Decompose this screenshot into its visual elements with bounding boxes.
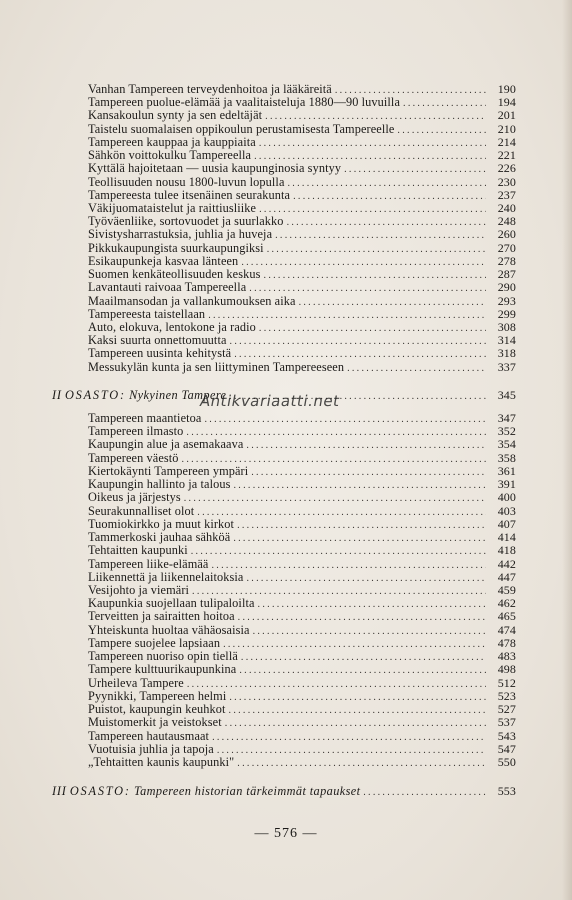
toc-entry-title: Tampereen maantietoa	[88, 411, 202, 425]
part-2-page: 345	[497, 388, 516, 402]
toc-entry-page: 318	[497, 346, 516, 361]
toc-entry-title: Taistelu suomalaisen oppikoulun perustamisesta Tampereelle	[88, 121, 395, 136]
part-2-roman: II	[52, 388, 62, 402]
toc-entry-page: 418	[497, 543, 516, 558]
toc-entry-title: Tammerkoski jauhaa sähköä	[88, 530, 231, 545]
toc-entry-title: Tampereen nuoriso opin tiellä	[88, 649, 238, 664]
toc-entry-page: 414	[497, 530, 516, 545]
toc-entry-page: 512	[497, 675, 516, 690]
toc-entry-page: 403	[497, 503, 516, 518]
toc-entry-page: 400	[497, 490, 516, 505]
toc-entry-title: Kiertokäynti Tampereen ympäri	[88, 463, 249, 478]
toc-entry-title: Tampereen kauppaa ja kauppiaita	[88, 134, 256, 149]
toc-entry-page: 237	[497, 187, 516, 202]
toc-entry-page: 287	[497, 267, 516, 282]
toc-entry-page: 537	[497, 715, 516, 730]
toc-entry-title: Tampereen hautausmaat	[88, 728, 210, 743]
part-3-roman: III	[52, 784, 67, 798]
toc-entry-page: 547	[497, 741, 516, 756]
toc-entry-title: Kaupunkia suojellaan tulipaloilta	[88, 596, 255, 611]
part-3-title: Tampereen historian tärkeimmät tapaukset	[133, 784, 361, 798]
toc-entry-page: 214	[497, 134, 516, 149]
toc-entry-title: Yhteiskunta huoltaa vähäosaisia	[88, 622, 250, 637]
toc-entry-title: Muistomerkit ja veistokset	[88, 715, 222, 730]
toc-entry-title: Puistot, kaupungin keuhkot	[88, 702, 226, 717]
part-3-page: 553	[497, 784, 516, 798]
toc-entry-title: Kaupungin alue ja asemakaava	[88, 437, 244, 452]
toc-entry-page: 474	[497, 622, 516, 637]
dot-leader	[237, 757, 486, 771]
dot-leader	[363, 786, 486, 800]
toc-entry-title: Tampereen väestö	[88, 450, 179, 465]
toc-entry-title: Vanhan Tampereen terveydenhoitoa ja lääkäreitä	[88, 82, 332, 96]
toc-entry-title: Suomen kenkäteollisuuden keskus	[88, 267, 261, 282]
toc-entry-page: 498	[497, 662, 516, 677]
toc-entry-title: Teollisuuden nousu 1800-luvun lopulla	[88, 174, 285, 189]
toc-entry-title: Väkijuomataistelut ja raittiusliike	[88, 200, 257, 215]
page-number: — 576 —	[254, 826, 318, 841]
toc-entry	[88, 360, 516, 376]
toc-entry-page: 226	[497, 161, 516, 176]
toc-entry-page: 210	[497, 121, 516, 136]
toc-entry-title: Maailmansodan ja vallankumouksen aika	[88, 293, 296, 308]
toc-entry-page: 527	[497, 702, 516, 717]
toc-entry-title: Tampereen liike-elämää	[88, 556, 209, 571]
part-2-label: OSASTO:	[64, 388, 126, 402]
part-3-heading	[52, 784, 516, 800]
toc-entry-title: Auto, elokuva, lentokone ja radio	[88, 319, 256, 334]
toc-entry-page: 293	[497, 293, 516, 308]
toc-entry-title: Tehtaitten kaupunki	[88, 543, 188, 558]
toc-entry-title: Tampere kulttuurikaupunkina	[88, 662, 237, 677]
toc-entry-page: 314	[497, 333, 516, 348]
toc-entry-page: 465	[497, 609, 516, 624]
toc-entry-page: 240	[497, 200, 516, 215]
toc-entry-title: Tuomiokirkko ja muut kirkot	[88, 516, 235, 531]
toc-entry-page: 190	[497, 82, 516, 96]
toc-entry-title: Pikkukaupungista suurkaupungiksi	[88, 240, 264, 255]
toc-entry-title: Lavantauti raivoaa Tampereella	[88, 280, 247, 295]
toc-entry-page: 352	[497, 424, 516, 439]
toc-entry-title: Sivistysharrastuksia, juhlia ja huveja	[88, 227, 273, 242]
toc-entry-title: Vesijohto ja viemäri	[88, 582, 190, 597]
toc-entry-page: 221	[497, 148, 516, 163]
toc-entry-title: Terveitten ja sairaitten hoitoa	[88, 609, 235, 624]
toc-entry-page: 478	[497, 635, 516, 650]
toc-entry-title: Kansakoulun synty ja sen edeltäjät	[88, 108, 263, 123]
toc-entry-title: Kaksi suurta onnettomuutta	[88, 333, 227, 348]
toc-entry	[88, 755, 516, 771]
toc-entry-page: 248	[497, 214, 516, 229]
toc-entry-title: Vuotuisia juhlia ja tapoja	[88, 741, 214, 756]
toc-entry-title: Messukylän kunta ja sen liittyminen Tampereeseen	[88, 359, 345, 374]
toc-entry-title: Tampereen puolue-elämää ja vaalitaisteluja 1880—90 luvuilla	[88, 95, 401, 110]
toc-entry-title: Tampereen uusinta kehitystä	[88, 346, 232, 361]
part-2-title: Nykyinen Tampere	[129, 388, 227, 402]
toc-entry-page: 459	[497, 582, 516, 597]
toc-entry-page: 230	[497, 174, 516, 189]
toc-entry-page: 391	[497, 477, 516, 492]
toc-entry-page: 442	[497, 556, 516, 571]
toc-entry-page: 260	[497, 227, 516, 242]
watermark-text: Antikvariaatti.net	[198, 392, 342, 410]
toc-entry-title: Tampereesta taistellaan	[88, 306, 206, 321]
toc-entry-page: 543	[497, 728, 516, 743]
toc-entry-page: 347	[497, 411, 516, 425]
toc-entry-page: 290	[497, 280, 516, 295]
toc-entry-page: 447	[497, 569, 516, 584]
page-edge-shadow	[562, 0, 572, 900]
toc-entry-title: Tampere suojelee lapsiaan	[88, 635, 221, 650]
toc-entry-page: 361	[497, 463, 516, 478]
toc-entry-title: Kaupungin hallinto ja talous	[88, 477, 231, 492]
toc-entry-page: 483	[497, 649, 516, 664]
toc-entry-page: 308	[497, 319, 516, 334]
toc-entry-title: Tampereen ilmasto	[88, 424, 184, 439]
toc-entry-page: 194	[497, 95, 516, 110]
toc-entry-title: Tampereesta tulee itsenäinen seurakunta	[88, 187, 291, 202]
toc-entry-page: 462	[497, 596, 516, 611]
dot-leader	[347, 362, 486, 376]
toc-entry-title: Sähkön voittokulku Tampereella	[88, 148, 252, 163]
toc-entry-page: 523	[497, 688, 516, 703]
toc-entry-title: Liikennettä ja liikennelaitoksia	[88, 569, 244, 584]
toc-entry-page: 550	[497, 754, 516, 769]
toc-entry-title: Esikaupunkeja kasvaa länteen	[88, 253, 239, 268]
toc-entry-page: 201	[497, 108, 516, 123]
toc-entry-page: 358	[497, 450, 516, 465]
part-3-label: OSASTO:	[69, 784, 131, 798]
toc-entry-title: Työväenliike, sortovuodet ja suurlakko	[88, 214, 284, 229]
toc-entry-page: 354	[497, 437, 516, 452]
toc-entry-title: Pyynikki, Tampereen helmi	[88, 688, 227, 703]
toc-entry-page: 278	[497, 253, 516, 268]
toc-entry-title: Kyttälä hajoitetaan — uusia kaupunginosia syntyy	[88, 161, 342, 176]
toc-entry-title: Urheileva Tampere	[88, 675, 184, 690]
toc-entry-page: 270	[497, 240, 516, 255]
toc-entry-page: 407	[497, 516, 516, 531]
toc-entry-title: „Tehtaitten kaunis kaupunki"	[88, 754, 235, 769]
toc-entry-page: 299	[497, 306, 516, 321]
toc-entry-title: Seurakunnalliset olot	[88, 503, 195, 518]
toc-entry-page: 337	[497, 359, 516, 374]
toc-entry-title: Oikeus ja järjestys	[88, 490, 181, 505]
